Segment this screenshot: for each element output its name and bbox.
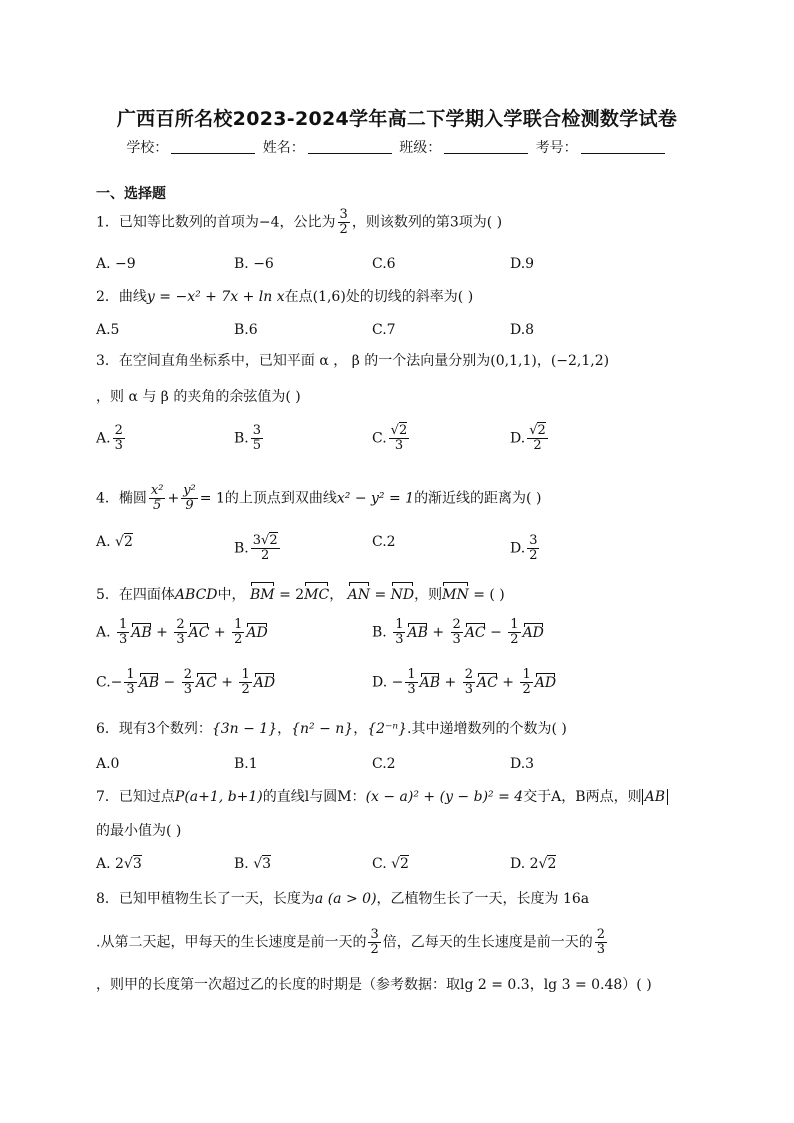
q3-option-d[interactable]: D. $\frac{√2}{2}$	[510, 423, 546, 453]
q3-option-c[interactable]: C. $\frac{√2}{3}$	[372, 423, 408, 453]
q3-options	[96, 424, 716, 464]
q6-option-b[interactable]: B.1	[234, 756, 258, 772]
q7-option-b[interactable]: B. √3	[234, 856, 272, 872]
q2-option-a[interactable]: A.5	[96, 322, 120, 338]
question-3: 3．在空间直角坐标系中，已知平面 α ， β 的一个法向量分别为(0,1,1)，(−2,1,2)	[96, 353, 610, 369]
q4-option-c[interactable]: C.2	[372, 534, 396, 550]
class-label: 班级：	[399, 140, 442, 156]
q7-option-d[interactable]: D. 2√2	[510, 856, 557, 872]
q4-option-b[interactable]: B. $\frac{3√2}{2}$	[234, 533, 278, 563]
q1-text: 1．已知等比数列的首项为−4，公比为	[96, 214, 336, 231]
q6-option-a[interactable]: A.0	[96, 756, 120, 772]
question-8-line-2: .从第二天起，甲每天的生长速度是前一天的 $\frac{3}{2}$ 倍，乙每天的生长速度是前一天的 $\frac{2}{3}$	[96, 927, 606, 957]
q5-options-row-1	[96, 618, 716, 658]
question-5: 5．在四面体ABCD中， BM = 2MC， AN = ND，则MN = ( )	[96, 584, 505, 606]
q7-text: 7．已知过点	[96, 789, 175, 805]
q7-text-end: 交于A，B两点，则	[523, 789, 642, 805]
q1-option-c[interactable]: C.6	[372, 256, 396, 272]
q8-text-b: ，乙植物生长了一天，长度为 16a	[376, 891, 590, 907]
q3-option-b[interactable]: B. $\frac{3}{5}$	[234, 423, 262, 453]
class-blank[interactable]	[444, 139, 528, 154]
q4-text-mid: 的上顶点到双曲线	[224, 490, 337, 507]
q3-text: 3．在空间直角坐标系中，已知平面 α ， β 的一个法向量分别为	[96, 353, 491, 369]
q4-text-end: 的渐近线的距离为( )	[414, 490, 542, 507]
q5-options-row-2	[96, 668, 716, 708]
q6-text-end: .其中递增数列的个数为( )	[407, 721, 567, 737]
q1-option-a[interactable]: A. −9	[96, 256, 136, 272]
section-heading: 一、选择题	[96, 186, 166, 202]
q6-sequence-2: {n² − n}	[291, 721, 354, 737]
q4-option-d[interactable]: D. $\frac{3}{2}$	[510, 533, 538, 563]
q3-vector-2: (−2,1,2)	[550, 353, 610, 369]
question-1	[96, 208, 502, 237]
q7-option-c[interactable]: C. √2	[372, 856, 409, 872]
q8-fraction-1: $\frac{3}{2}$	[370, 927, 379, 957]
q5-vector-mc: MC	[304, 584, 329, 606]
q2-option-b[interactable]: B.6	[234, 322, 258, 338]
question-7	[96, 786, 668, 808]
q6-sequence-3: {2⁻ⁿ}	[367, 721, 407, 737]
question-7-line-2: 的最小值为( )	[96, 823, 182, 839]
q3-option-a[interactable]: A. $\frac{2}{3}$	[96, 423, 123, 453]
q2-text-mid: 在点	[284, 289, 313, 305]
q2-text: 2．曲线	[96, 289, 147, 305]
exam-no-blank[interactable]	[581, 139, 665, 154]
q2-option-c[interactable]: C.7	[372, 322, 396, 338]
question-8-line-3: ，则甲的长度第一次超过乙的长度的时期是（参考数据：取lg 2 = 0.3，lg 3 = 0.48）( )	[96, 977, 652, 993]
q5-option-d[interactable]: D. − $\frac{1}{3}$ AB + $\frac{2}{3}$ AC + $\frac{1}{2}$ AD	[372, 667, 557, 697]
school-label: 学校：	[126, 140, 169, 156]
q5-text: 5．在四面体	[96, 587, 175, 603]
q1-ratio-fraction: $\frac{3}{2}$	[339, 207, 348, 237]
q4-hyperbola: x² − y² = 1	[336, 490, 415, 507]
q2-text-end: 处的切线的斜率为( )	[345, 289, 474, 305]
question-4: 4．椭圆 $\frac{\text{x²}}{5}$ + $\frac{\text{y²}}{9}$ = 1的上顶点到双曲线x² − y² = 1的渐近线的距离为( )	[96, 483, 542, 513]
q5-tetrahedron: ABCD	[174, 587, 218, 603]
q3-vector-1: (0,1,1)	[490, 353, 537, 369]
q2-point: (1,6)	[312, 289, 346, 305]
q7-option-a[interactable]: A. 2√3	[96, 856, 142, 872]
q8-text: 8．已知甲植物生长了一天，长度为	[96, 891, 315, 907]
question-3-line-2: ，则 α 与 β 的夹角的余弦值为( )	[96, 389, 301, 405]
name-blank[interactable]	[308, 139, 392, 154]
q5-vector-nd: ND	[391, 584, 414, 606]
q5-vector-mn: MN	[442, 584, 469, 606]
q7-ab-length: AB	[642, 789, 668, 805]
q5-option-b[interactable]: B. $\frac{1}{3}$ AB + $\frac{2}{3}$ AC − $\frac{1}{2}$ AD	[372, 617, 544, 647]
q7-text-mid: 的直线l与圆M：	[262, 789, 366, 805]
q6-option-c[interactable]: C.2	[372, 756, 396, 772]
q2-option-d[interactable]: D.8	[510, 322, 535, 338]
q2-curve: y = −x² + 7x + ln x	[146, 289, 285, 305]
question-8	[96, 888, 589, 910]
q4-options	[96, 534, 716, 574]
q6-sequence-1: {3n − 1}	[211, 721, 278, 737]
q5-option-c[interactable]: C.− $\frac{1}{3}$ AB − $\frac{2}{3}$ AC + $\frac{1}{2}$ AD	[96, 667, 276, 697]
question-6: 6．现有3个数列：{3n − 1}，{n² − n}，{2⁻ⁿ}.其中递增数列的个数为( )	[96, 721, 567, 737]
q8-fraction-2: $\frac{2}{3}$	[596, 927, 606, 957]
q1-option-d[interactable]: D.9	[510, 256, 535, 272]
q7-circle-equation: (x − a)² + (y − b)² = 4	[365, 789, 524, 805]
q5-vector-an: AN	[348, 584, 370, 606]
q8-length-a: a (a > 0)	[314, 891, 377, 907]
q6-text: 6．现有3个数列：	[96, 721, 212, 737]
q5-option-a[interactable]: A. $\frac{1}{3}$ AB + $\frac{2}{3}$ AC + $\frac{1}{2}$ AD	[96, 617, 268, 647]
q6-option-d[interactable]: D.3	[510, 756, 535, 772]
q5-vector-bm: BM	[250, 584, 275, 606]
q7-point: P(a+1, b+1)	[174, 789, 263, 805]
exam-no-label: 考号：	[535, 140, 578, 156]
q4-option-a[interactable]: A. √2	[96, 534, 133, 550]
page-title: 广西百所名校2023-2024学年高二下学期入学联合检测数学试卷	[116, 108, 678, 130]
question-2	[96, 286, 473, 308]
school-blank[interactable]	[171, 139, 255, 154]
name-label: 姓名：	[262, 140, 305, 156]
q1-option-b[interactable]: B. −6	[234, 256, 274, 272]
q4-ellipse-x-term: $\frac{\text{x²}}{5}$	[150, 483, 164, 513]
student-info-line	[0, 137, 794, 157]
q1-text-end: ，则该数列的第3项为( )	[351, 214, 503, 231]
q4-ellipse-y-term: $\frac{\text{y²}}{9}$	[183, 483, 196, 513]
q4-text: 4．椭圆	[96, 490, 147, 507]
